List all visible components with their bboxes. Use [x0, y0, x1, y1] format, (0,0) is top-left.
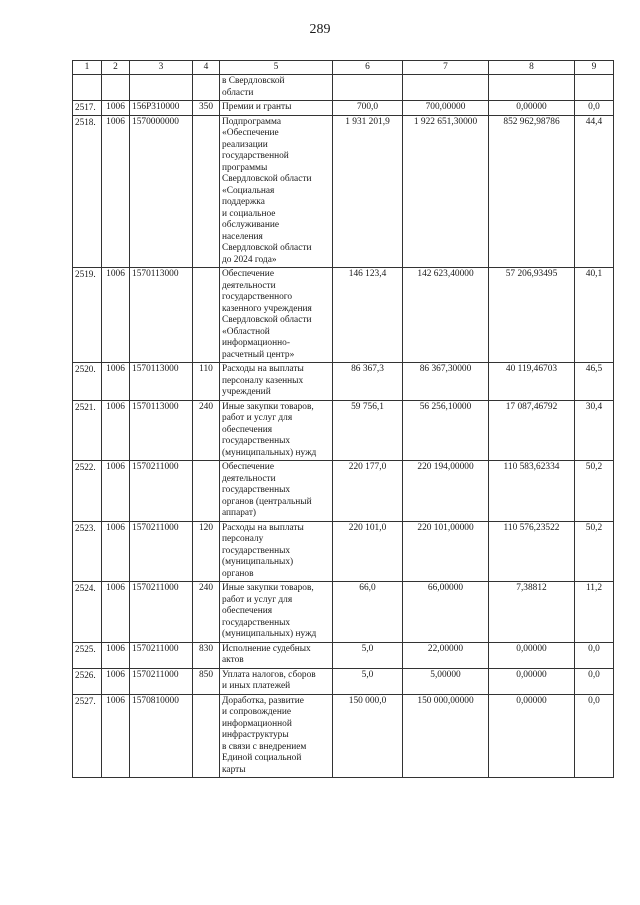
target-item-code: 156P310000: [130, 101, 193, 116]
budget-allocation: 66,00000: [403, 582, 489, 643]
target-item-code: 1570113000: [130, 400, 193, 461]
section-code: 1006: [102, 694, 130, 778]
target-item-code: 1570211000: [130, 521, 193, 582]
budget-allocation: 5,00000: [403, 668, 489, 694]
row-number: 2521.: [73, 400, 102, 461]
approved-amount: 700,0: [333, 101, 403, 116]
table-row: [73, 363, 614, 401]
approved-amount: 146 123,4: [333, 268, 403, 363]
executed-amount: 0,00000: [489, 101, 575, 116]
expense-type-code: 120: [193, 521, 220, 582]
item-name: Расходы на выплаты персоналу казенных учреждений: [220, 363, 333, 401]
executed-amount: 0,00000: [489, 668, 575, 694]
table-row: [73, 101, 614, 116]
section-code: 1006: [102, 461, 130, 522]
column-header: 3: [130, 61, 193, 75]
table-row: [73, 694, 614, 778]
expense-type-code: [193, 694, 220, 778]
row-number: 2526.: [73, 668, 102, 694]
execution-percent: 46,5: [575, 363, 614, 401]
column-header: 6: [333, 61, 403, 75]
row-number: 2518.: [73, 115, 102, 268]
budget-allocation: 86 367,30000: [403, 363, 489, 401]
column-header: 5: [220, 61, 333, 75]
approved-amount: 5,0: [333, 668, 403, 694]
item-name: Иные закупки товаров, работ и услуг для обеспечения государственных (муниципальных) нужд: [220, 582, 333, 643]
item-name: Доработка, развитие и сопровождение информационной инфраструктуры в связи с внедрением Единой социальной карты: [220, 694, 333, 778]
target-item-code: 1570211000: [130, 668, 193, 694]
section-code: 1006: [102, 582, 130, 643]
target-item-code: 1570211000: [130, 461, 193, 522]
executed-amount: 852 962,98786: [489, 115, 575, 268]
execution-percent: 44,4: [575, 115, 614, 268]
section-code: 1006: [102, 363, 130, 401]
table-row: [73, 268, 614, 363]
execution-percent: 40,1: [575, 268, 614, 363]
expense-type-code: 850: [193, 668, 220, 694]
executed-amount: 57 206,93495: [489, 268, 575, 363]
column-header: 1: [73, 61, 102, 75]
item-name: Обеспечение деятельности государственного казенного учреждения Свердловской области «Областной информационно- расчетный центр»: [220, 268, 333, 363]
approved-amount: 150 000,0: [333, 694, 403, 778]
execution-percent: 50,2: [575, 521, 614, 582]
section-code: 1006: [102, 101, 130, 116]
budget-allocation: 700,00000: [403, 101, 489, 116]
section-code: 1006: [102, 268, 130, 363]
expense-type-code: 110: [193, 363, 220, 401]
item-name: Премии и гранты: [220, 101, 333, 116]
expense-type-code: 350: [193, 101, 220, 116]
executed-amount: 0,00000: [489, 694, 575, 778]
executed-amount: 40 119,46703: [489, 363, 575, 401]
section-code: 1006: [102, 642, 130, 668]
execution-percent: 11,2: [575, 582, 614, 643]
column-header: 2: [102, 61, 130, 75]
budget-allocation: 56 256,10000: [403, 400, 489, 461]
target-item-code: 1570113000: [130, 268, 193, 363]
budget-allocation: 150 000,00000: [403, 694, 489, 778]
item-name: Иные закупки товаров, работ и услуг для обеспечения государственных (муниципальных) нужд: [220, 400, 333, 461]
row-number: 2520.: [73, 363, 102, 401]
approved-amount: 1 931 201,9: [333, 115, 403, 268]
expense-type-code: [193, 268, 220, 363]
target-item-code: 1570810000: [130, 694, 193, 778]
table-body: [73, 75, 614, 778]
budget-allocation: 220 194,00000: [403, 461, 489, 522]
executed-amount: 0,00000: [489, 642, 575, 668]
execution-percent: 50,2: [575, 461, 614, 522]
row-number: 2517.: [73, 101, 102, 116]
row-number: [73, 75, 102, 101]
executed-amount: 17 087,46792: [489, 400, 575, 461]
expense-type-code: [193, 115, 220, 268]
target-item-code: 1570113000: [130, 363, 193, 401]
execution-percent: 0,0: [575, 694, 614, 778]
executed-amount: 7,38812: [489, 582, 575, 643]
expense-type-code: [193, 75, 220, 101]
target-item-code: 1570211000: [130, 582, 193, 643]
row-number: 2523.: [73, 521, 102, 582]
section-code: 1006: [102, 115, 130, 268]
table-row: [73, 521, 614, 582]
execution-percent: 30,4: [575, 400, 614, 461]
section-code: 1006: [102, 668, 130, 694]
section-code: [102, 75, 130, 101]
executed-amount: [489, 75, 575, 101]
budget-allocation: 22,00000: [403, 642, 489, 668]
execution-percent: 0,0: [575, 642, 614, 668]
table-row: [73, 461, 614, 522]
approved-amount: 220 101,0: [333, 521, 403, 582]
approved-amount: [333, 75, 403, 101]
item-name: Расходы на выплаты персоналу государственных (муниципальных) органов: [220, 521, 333, 582]
header-row: [73, 61, 614, 75]
target-item-code: [130, 75, 193, 101]
budget-allocation: 220 101,00000: [403, 521, 489, 582]
approved-amount: 86 367,3: [333, 363, 403, 401]
row-number: 2525.: [73, 642, 102, 668]
row-number: 2522.: [73, 461, 102, 522]
page-number: 289: [309, 22, 331, 37]
approved-amount: 220 177,0: [333, 461, 403, 522]
executed-amount: 110 576,23522: [489, 521, 575, 582]
approved-amount: 59 756,1: [333, 400, 403, 461]
approved-amount: 66,0: [333, 582, 403, 643]
section-code: 1006: [102, 521, 130, 582]
table-row: [73, 668, 614, 694]
column-header: 9: [575, 61, 614, 75]
item-name: Исполнение судебных актов: [220, 642, 333, 668]
table-row: [73, 400, 614, 461]
row-number: 2524.: [73, 582, 102, 643]
column-header: 7: [403, 61, 489, 75]
table-row: [73, 115, 614, 268]
section-code: 1006: [102, 400, 130, 461]
table-row: [73, 75, 614, 101]
execution-percent: 0,0: [575, 668, 614, 694]
budget-allocation: [403, 75, 489, 101]
item-name: в Свердловской области: [220, 75, 333, 101]
expense-type-code: [193, 461, 220, 522]
execution-percent: 0,0: [575, 101, 614, 116]
row-number: 2519.: [73, 268, 102, 363]
item-name: Подпрограмма «Обеспечение реализации государственной программы Свердловской области «Социальная поддержка и социальное обслуживание населения Свердловской области до 2024 года»: [220, 115, 333, 268]
expense-type-code: 240: [193, 400, 220, 461]
budget-allocation: 142 623,40000: [403, 268, 489, 363]
approved-amount: 5,0: [333, 642, 403, 668]
expense-type-code: 240: [193, 582, 220, 643]
column-header: 4: [193, 61, 220, 75]
expense-type-code: 830: [193, 642, 220, 668]
item-name: Уплата налогов, сборов и иных платежей: [220, 668, 333, 694]
item-name: Обеспечение деятельности государственных органов (центральный аппарат): [220, 461, 333, 522]
executed-amount: 110 583,62334: [489, 461, 575, 522]
table-row: [73, 582, 614, 643]
execution-percent: [575, 75, 614, 101]
budget-allocation: 1 922 651,30000: [403, 115, 489, 268]
row-number: 2527.: [73, 694, 102, 778]
target-item-code: 1570211000: [130, 642, 193, 668]
budget-table: [72, 60, 614, 778]
column-header: 8: [489, 61, 575, 75]
target-item-code: 1570000000: [130, 115, 193, 268]
table-row: [73, 642, 614, 668]
